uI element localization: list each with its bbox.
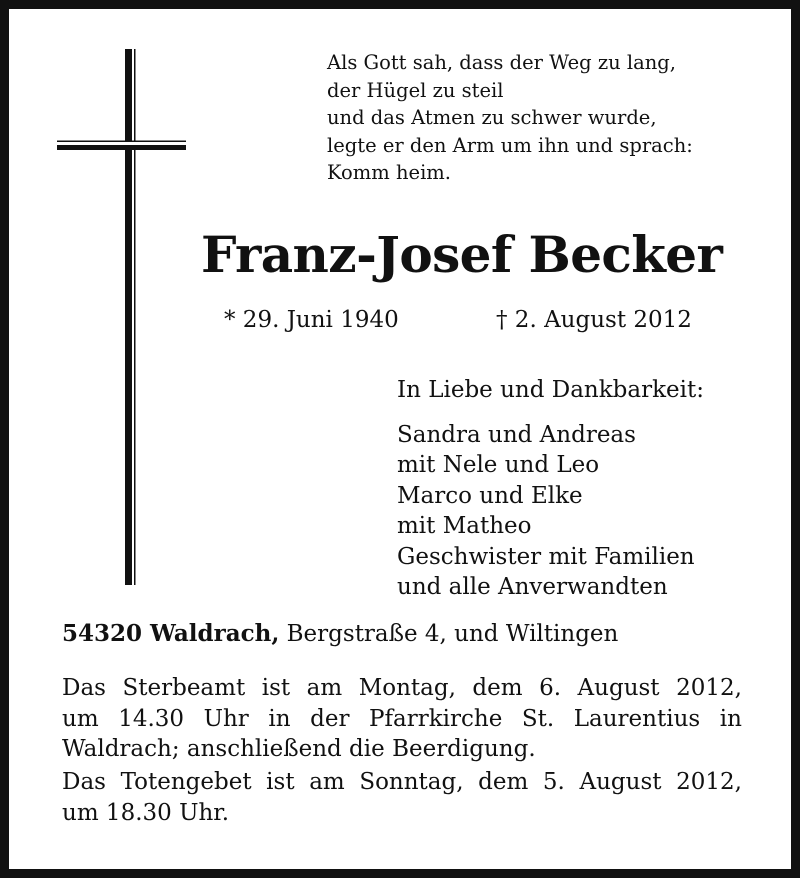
requiem-line: Waldrach; anschließend die Beerdigung. <box>62 736 536 762</box>
death-date: † 2. August 2012 <box>496 307 692 333</box>
mourners-intro: In Liebe und Dankbarkeit: <box>397 377 704 403</box>
cross-vertical-bar <box>125 49 132 585</box>
prayer-notice <box>62 767 742 828</box>
mourner-line: mit Matheo <box>397 513 532 539</box>
poem-line: und das Atmen zu schwer wurde, <box>327 106 657 129</box>
requiem-line: Das Sterbeamt ist am Montag, dem 6. August 2012, <box>62 675 742 701</box>
poem-line: legte er den Arm um ihn und sprach: <box>327 133 693 157</box>
mourner-line: Sandra und Andreas <box>397 421 636 448</box>
mourner-line: Geschwister mit Familien <box>397 543 695 570</box>
prayer-line: Das Totengebet ist am Sonntag, dem 5. August 2012, <box>62 769 742 795</box>
requiem-line: um 14.30 Uhr in der Pfarrkirche St. Laurentius in <box>62 705 742 732</box>
poem-line: Als Gott sah, dass der Weg zu lang, <box>327 51 676 74</box>
address-rest: Bergstraße 4, und Wiltingen <box>279 621 619 647</box>
cross-horizontal-bar <box>57 145 186 150</box>
mourners-list <box>397 375 704 603</box>
deceased-name: Franz-Josef Becker <box>201 225 723 284</box>
mourner-line: Marco und Elke <box>397 482 583 509</box>
poem-line: der Hügel zu steil <box>327 78 504 102</box>
requiem-notice <box>62 673 742 765</box>
address-place: 54320 Waldrach, <box>62 620 280 647</box>
poem-line: Komm heim. <box>327 161 451 184</box>
prayer-line: um 18.30 Uhr. <box>62 799 230 826</box>
address <box>62 619 618 649</box>
poem <box>327 49 693 187</box>
mourner-line: und alle Anverwandten <box>397 574 668 600</box>
mourner-line: mit Nele und Leo <box>397 452 600 478</box>
birth-date: * 29. Juni 1940 <box>224 307 399 333</box>
